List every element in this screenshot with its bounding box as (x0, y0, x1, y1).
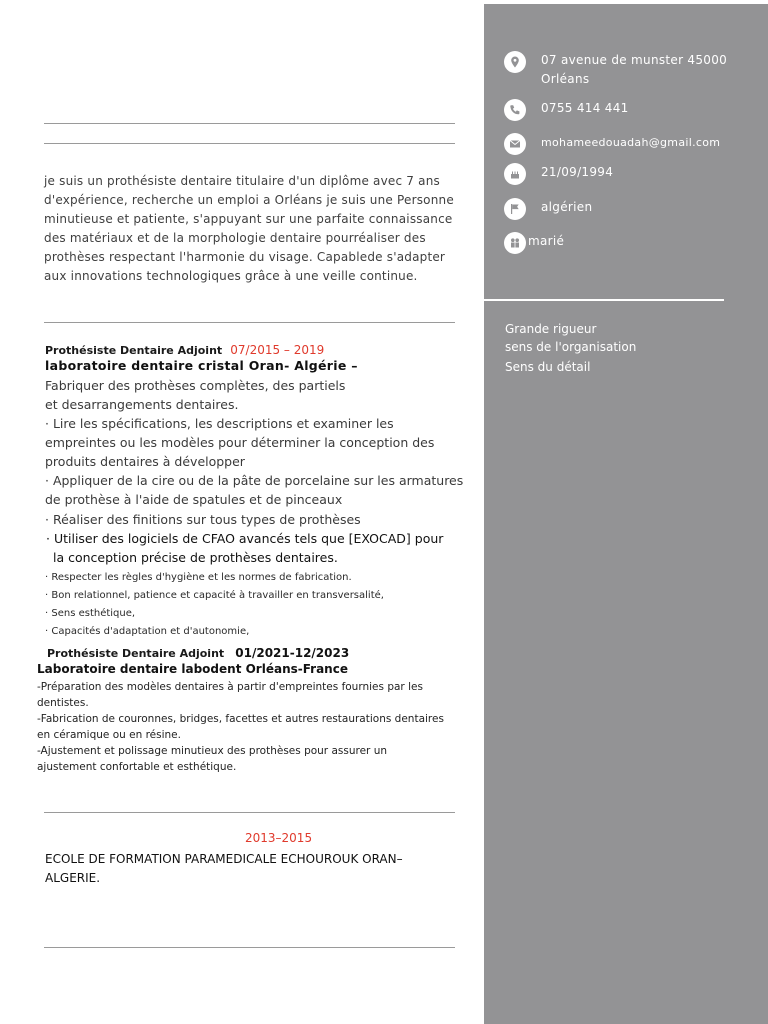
address-line-1: 07 avenue de munster 45000 (541, 53, 728, 67)
contact-marital-status (504, 232, 564, 254)
flag-icon (504, 198, 526, 220)
job2-desc-line: -Fabrication de couronnes, bridges, facettes et autres restaurations dentaires (37, 713, 444, 725)
sidebar (484, 4, 768, 1024)
job2-dates: 01/2021-12/2023 (235, 646, 350, 660)
birthdate: 21/09/1994 (541, 165, 614, 179)
job1-skill-line: · Capacités d'adaptation et d'autonomie, (45, 626, 250, 637)
quality-item: Grande rigueur (505, 322, 597, 336)
job2-header (47, 642, 349, 661)
divider (44, 143, 455, 144)
job2-desc-line: -Ajustement et polissage minutieux des prothèses pour assurer un (37, 745, 388, 757)
divider (44, 812, 455, 813)
email-address: mohameedouadah@gmail.com (541, 136, 721, 149)
phone-icon (504, 99, 526, 121)
contact-address (504, 51, 727, 89)
job1-desc-line: · Lire les spécifications, les descriptions et examiner les (45, 416, 394, 431)
education-dates: 2013–2015 (245, 831, 313, 845)
divider (44, 123, 455, 124)
mail-icon (504, 133, 526, 155)
job1-desc-line: produits dentaires à développer (45, 454, 245, 469)
job2-desc-line: en céramique ou en résine. (37, 729, 181, 741)
job1-title: Prothésiste Dentaire Adjoint (45, 344, 223, 357)
couple-icon (504, 232, 526, 254)
nationality: algérien (541, 200, 593, 214)
education-school-line: ECOLE DE FORMATION PARAMEDICALE ECHOUROUK ORAN– (45, 852, 403, 866)
divider (44, 322, 455, 323)
location-pin-icon (504, 51, 526, 73)
marital-status: marié (528, 234, 565, 248)
job1-dates: 07/2015 – 2019 (230, 343, 325, 357)
quality-item: sens de l'organisation (505, 340, 637, 354)
phone-number: 0755 414 441 (541, 101, 629, 115)
contact-email (504, 133, 720, 155)
job2-title: Prothésiste Dentaire Adjoint (47, 647, 225, 660)
job1-company: laboratoire dentaire cristal Oran- Algérie – (45, 358, 358, 373)
job1-desc-line: Fabriquer des prothèses complètes, des partiels (45, 378, 346, 393)
contact-birthdate (504, 163, 613, 185)
contact-phone (504, 99, 629, 121)
job1-skill-line: · Sens esthétique, (45, 608, 136, 619)
job1-desc-line: · Utiliser des logiciels de CFAO avancés tels que [EXOCAD] pour (46, 531, 444, 546)
job1-desc-line: de prothèse à l'aide de spatules et de pinceaux (45, 492, 343, 507)
address-line-2: Orléans (541, 72, 590, 86)
job1-desc-line: empreintes ou les modèles pour déterminer la conception des (45, 435, 435, 450)
education-school-line: ALGERIE. (45, 871, 101, 885)
job1-desc-line: · Réaliser des finitions sur tous types de prothèses (45, 512, 361, 527)
job1-header (45, 339, 324, 358)
job1-desc-line: et desarrangements dentaires. (45, 397, 239, 412)
divider (44, 947, 455, 948)
job1-skill-line: · Respecter les règles d'hygiène et les normes de fabrication. (45, 572, 352, 583)
job2-company: Laboratoire dentaire labodent Orléans-France (37, 662, 348, 676)
sidebar-divider (484, 299, 724, 301)
job1-desc-line: · Appliquer de la cire ou de la pâte de porcelaine sur les armatures (45, 473, 464, 488)
job2-desc-line: -Préparation des modèles dentaires à partir d'empreintes fournies par les (37, 681, 423, 693)
birthday-cake-icon (504, 163, 526, 185)
profile-summary: je suis un prothésiste dentaire titulaire d'un diplôme avec 7 ans d'expérience, recherche un emploi a Orléans je suis une Personne minutieuse et patiente, s'appuyant sur une parfaite connaissance des matériaux et de la morphologie dentaire pourréaliser des prothèses respectant l'harmonie du visage. Capablede s'adapter aux innovations technologiques grâce à une veille continue. (44, 174, 454, 283)
contact-nationality (504, 198, 592, 220)
job2-desc-line: dentistes. (37, 697, 89, 709)
job1-skill-line: · Bon relationnel, patience et capacité à travailler en transversalité, (45, 590, 384, 601)
job2-desc-line: ajustement confortable et esthétique. (37, 761, 237, 773)
job1-desc-line: la conception précise de prothèses dentaires. (53, 550, 338, 565)
quality-item: Sens du détail (505, 360, 591, 374)
